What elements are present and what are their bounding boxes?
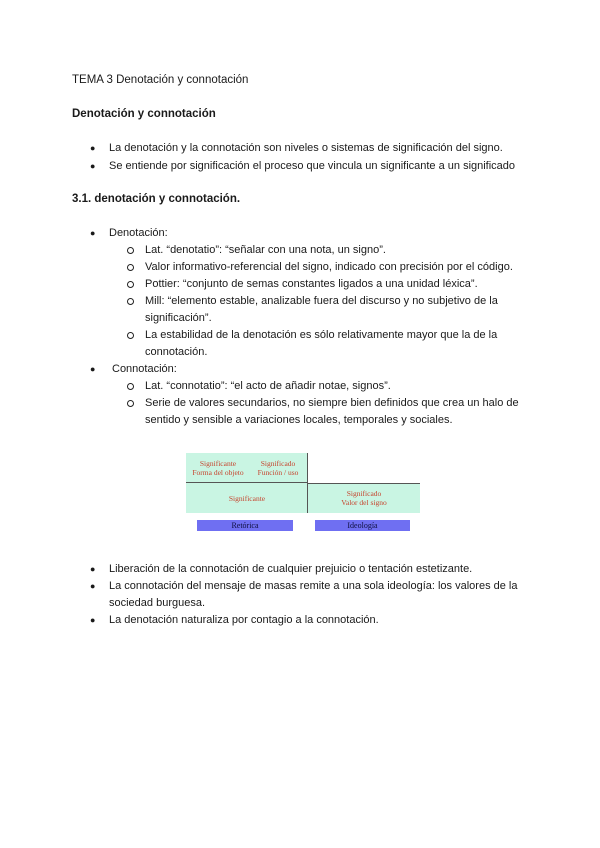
diagram-label-line: Forma del objeto — [192, 468, 244, 477]
list-item: Se entiende por significación el proceso que vincula un significante a un significado — [109, 160, 516, 172]
diagram-label-line: Valor del signo — [341, 498, 387, 507]
list-item: Liberación de la connotación de cualquier prejuicio o tentación estetizante. — [109, 563, 473, 575]
list-item: La denotación naturaliza por contagio a la connotación. — [109, 614, 379, 626]
circle-bullet-icon — [127, 383, 134, 390]
diagram-label — [308, 489, 420, 507]
list-item: Lat. “connotatio”: “el acto de añadir notae, signos”. — [145, 380, 391, 392]
list-item: La denotación y la connotación son niveles o sistemas de significación del signo. — [109, 142, 503, 154]
diagram-bar-label: Retórica — [231, 521, 259, 530]
list-item: La connotación del mensaje de masas remite a una sola ideología: los valores de la — [109, 580, 518, 592]
list-item-continuation: sentido y sensible a variaciones locales, temporales y sociales. — [145, 414, 453, 426]
bullet-icon: ● — [90, 364, 96, 374]
connotacion-label: Connotación: — [112, 363, 177, 375]
circle-bullet-icon — [127, 247, 134, 254]
bullet-icon: ● — [90, 228, 96, 238]
circle-bullet-icon — [127, 298, 134, 305]
circle-bullet-icon — [127, 281, 134, 288]
list-item: Mill: “elemento estable, analizable fuera del discurso y no subjetivo de la — [145, 295, 498, 307]
bullet-icon: ● — [90, 581, 96, 591]
diagram-bar-label: Ideología — [347, 521, 378, 530]
list-item-continuation: connotación. — [145, 346, 208, 358]
diagram-label-line: Significante — [199, 459, 237, 468]
list-item: Valor informativo-referencial del signo, indicado con precisión por el código. — [145, 261, 513, 273]
diagram-label — [188, 459, 248, 477]
diagram-label-line: Función / uso — [257, 468, 299, 477]
bullet-icon: ● — [90, 615, 96, 625]
list-item: Lat. “denotatio”: “señalar con una nota, un signo”. — [145, 244, 386, 256]
bullet-icon: ● — [90, 143, 96, 153]
bullet-icon: ● — [90, 161, 96, 171]
list-item: Serie de valores secundarios, no siempre bien definidos que crea un halo de — [145, 397, 519, 409]
signification-diagram — [186, 453, 422, 533]
diagram-label-line: Significado — [260, 459, 296, 468]
list-item: La estabilidad de la denotación es sólo relativamente mayor que la de la — [145, 329, 498, 341]
diagram-label: Significante — [228, 494, 266, 503]
document-title: TEMA 3 Denotación y connotación — [72, 74, 249, 86]
section-heading-denotacion-connotacion: Denotación y connotación — [72, 108, 216, 120]
list-item-continuation: sociedad burguesa. — [109, 597, 206, 609]
denotacion-label: Denotación: — [109, 227, 168, 239]
diagram-label — [248, 459, 308, 477]
bullet-icon: ● — [90, 564, 96, 574]
section-heading-3-1: 3.1. denotación y connotación. — [72, 193, 241, 205]
diagram-label-line: Significado — [346, 489, 382, 498]
circle-bullet-icon — [127, 400, 134, 407]
circle-bullet-icon — [127, 264, 134, 271]
circle-bullet-icon — [127, 332, 134, 339]
list-item: Pottier: “conjunto de semas constantes ligados a una unidad léxica”. — [145, 278, 478, 290]
list-item-continuation: significación”. — [145, 312, 212, 324]
